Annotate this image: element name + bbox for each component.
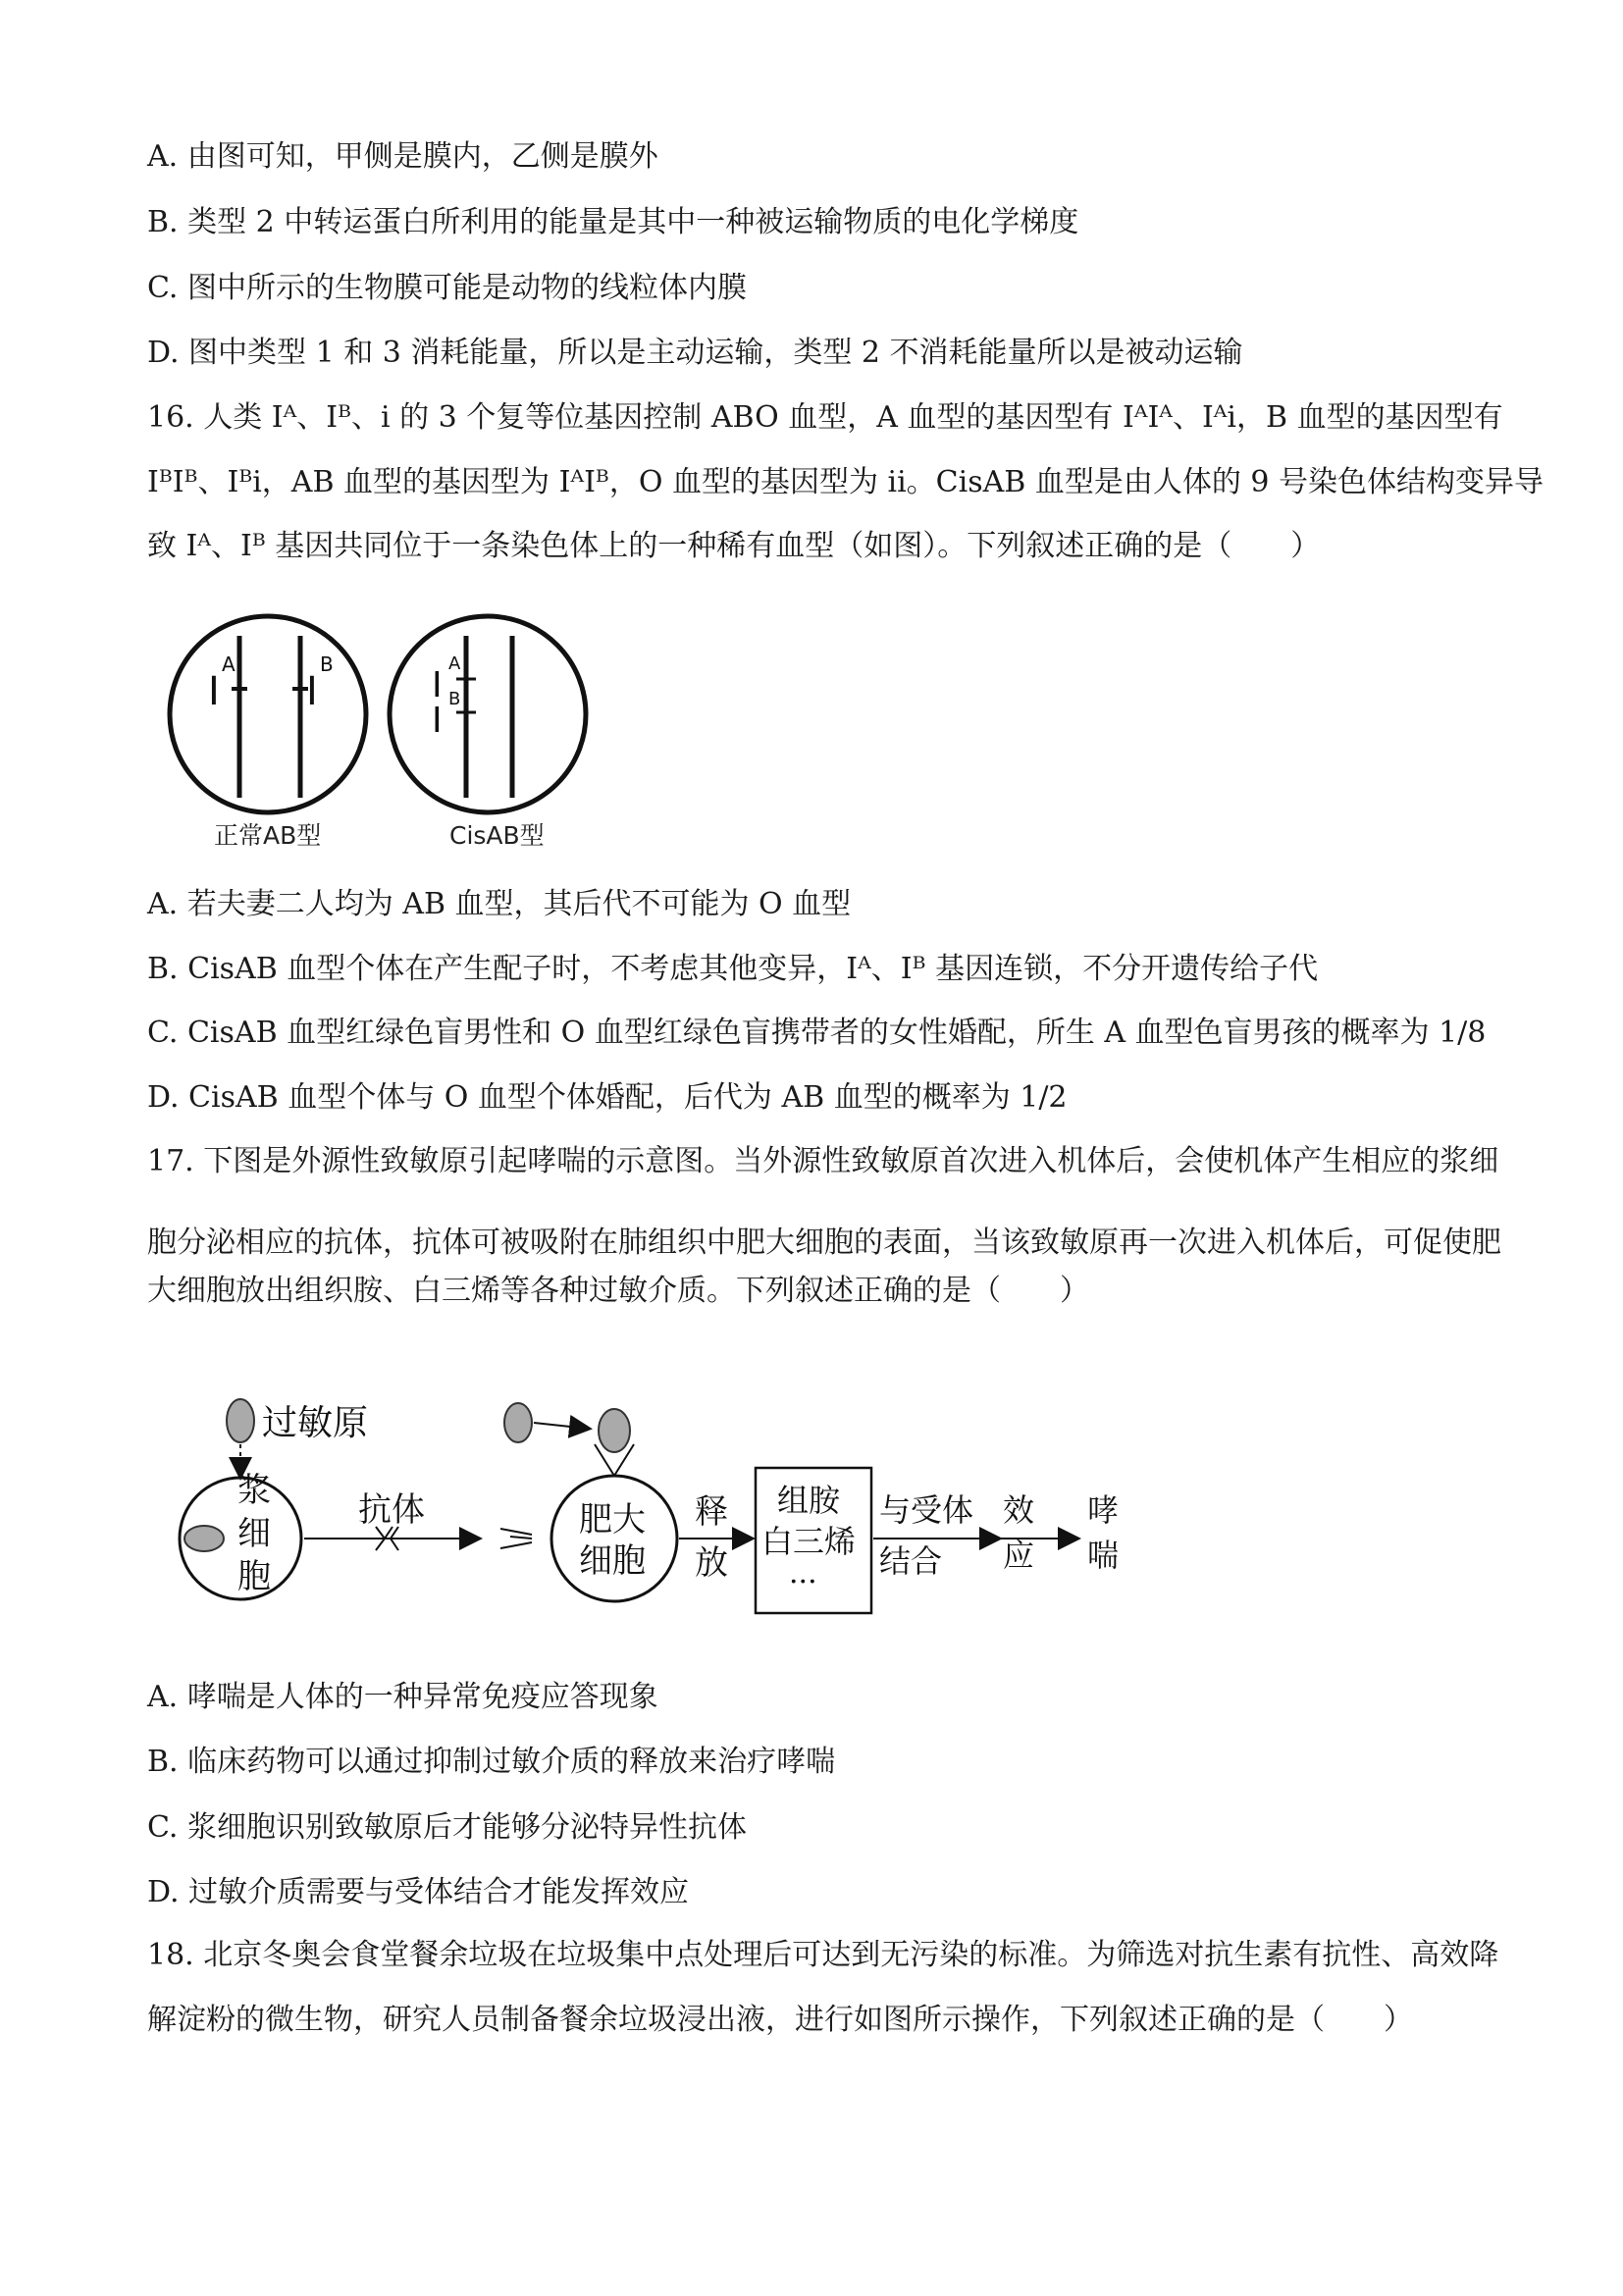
bind-label-2: 结合 <box>879 1542 943 1580</box>
release-label-1: 释 <box>695 1492 728 1532</box>
effect-label-1: 效 <box>1003 1491 1035 1529</box>
q15-option-a: A. 由图可知，甲侧是膜内，乙侧是膜外 <box>147 139 658 174</box>
asthma-label-1: 哮 <box>1087 1491 1120 1529</box>
q17-option-c: C. 浆细胞识别致敏原后才能够分泌特异性抗体 <box>147 1810 747 1845</box>
q18-stem-line1: 18. 北京冬奥会食堂餐余垃圾在垃圾集中点处理后可达到无污染的标准。为筛选对抗生素有抗性、高效降 <box>147 1938 1499 1972</box>
plasma-label-3: 胞 <box>237 1557 271 1596</box>
q15-option-b: B. 类型 2 中转运蛋白所利用的能量是其中一种被运输物质的电化学梯度 <box>147 205 1079 239</box>
q16-stem-line3: 致 Iᴬ、Iᴮ 基因共同位于一条染色体上的一种稀有血型（如图）。下列叙述正确的是（ ） <box>147 529 1321 563</box>
q16-stem-line1: 16. 人类 Iᴬ、Iᴮ、i 的 3 个复等位基因控制 ABO 血型，A 血型的基因型有 IᴬIᴬ、Iᴬi，B 血型的基因型有 <box>147 400 1503 435</box>
normal-gene-ia-symbol: I <box>208 669 220 714</box>
normal-ab-cell <box>170 616 366 812</box>
mast-label-1: 肥大 <box>579 1500 646 1539</box>
q17-option-a: A. 哮喘是人体的一种异常免疫应答现象 <box>147 1680 658 1714</box>
q16-option-d: D. CisAB 血型个体与 O 血型个体婚配，后代为 AB 血型的概率为 1/2 <box>147 1080 1068 1115</box>
cis-ab-cell <box>390 616 586 812</box>
normal-allele-b-label: B <box>320 652 334 676</box>
release-label-2: 放 <box>695 1543 728 1583</box>
ellipsis-label: ··· <box>789 1565 817 1599</box>
histamine-label: 组胺 <box>777 1482 841 1519</box>
leukotriene-label: 白三烯 <box>761 1523 857 1560</box>
normal-ab-caption: 正常AB型 <box>214 821 322 850</box>
mast-label-2: 细胞 <box>579 1541 646 1581</box>
effect-label-2: 应 <box>1003 1537 1035 1574</box>
q17-stem-line2: 胞分泌相应的抗体，抗体可被吸附在肺组织中肥大细胞的表面，当该致敏原再一次进入机体后，可促使肥 <box>147 1226 1501 1260</box>
allergen-icon <box>227 1399 254 1442</box>
q16-option-c: C. CisAB 血型红绿色盲男性和 O 血型红绿色盲携带者的女性婚配，所生 A 血型色盲男孩的概率为 1/8 <box>147 1016 1487 1050</box>
normal-gene-ib-symbol: I <box>306 669 318 714</box>
antibody-label: 抗体 <box>358 1490 425 1530</box>
q17-option-d: D. 过敏介质需要与受体结合才能发挥效应 <box>147 1875 690 1909</box>
q16-option-b: B. CisAB 血型个体在产生配子时，不考虑其他变异，Iᴬ、Iᴮ 基因连锁，不分开遗传给子代 <box>147 952 1319 986</box>
cis-allele-b-label: B <box>448 689 461 709</box>
plasma-label-1: 浆 <box>237 1471 271 1510</box>
asthma-label-2: 喘 <box>1087 1537 1120 1574</box>
cis-ab-caption: CisAB型 <box>449 821 545 850</box>
bind-label-1: 与受体 <box>879 1491 974 1529</box>
q17-stem-line1: 17. 下图是外源性致敏原引起哮喘的示意图。当外源性致敏原首次进入机体后，会使机体产生相应的浆细 <box>147 1144 1499 1178</box>
cis-allele-a-label: A <box>448 653 461 674</box>
cis-gene-ib-symbol: I <box>432 701 443 741</box>
asthma-pathway-figure <box>167 1374 1187 1629</box>
cis-gene-ia-symbol: I <box>432 665 443 705</box>
q16-option-a: A. 若夫妻二人均为 AB 血型，其后代不可能为 O 血型 <box>147 887 852 921</box>
normal-allele-a-label: A <box>222 652 236 676</box>
allergen-label: 过敏原 <box>262 1403 369 1443</box>
q16-stem-line2: IᴮIᴮ、Iᴮi，AB 血型的基因型为 IᴬIᴮ，O 血型的基因型为 ii。CisAB 血型是由人体的 9 号染色体结构变异导 <box>147 465 1544 499</box>
q15-option-c: C. 图中所示的生物膜可能是动物的线粒体内膜 <box>147 271 747 305</box>
q18-stem-line2: 解淀粉的微生物，研究人员制备餐余垃圾浸出液，进行如图所示操作，下列叙述正确的是（ ） <box>147 2003 1413 2037</box>
q17-stem-line3: 大细胞放出组织胺、白三烯等各种过敏介质。下列叙述正确的是（ ） <box>147 1274 1089 1308</box>
q17-option-b: B. 临床药物可以通过抑制过敏介质的释放来治疗哮喘 <box>147 1745 836 1779</box>
q15-option-d: D. 图中类型 1 和 3 消耗能量，所以是主动运输，类型 2 不消耗能量所以是被动运输 <box>147 336 1243 370</box>
plasma-label-2: 细 <box>237 1514 271 1553</box>
